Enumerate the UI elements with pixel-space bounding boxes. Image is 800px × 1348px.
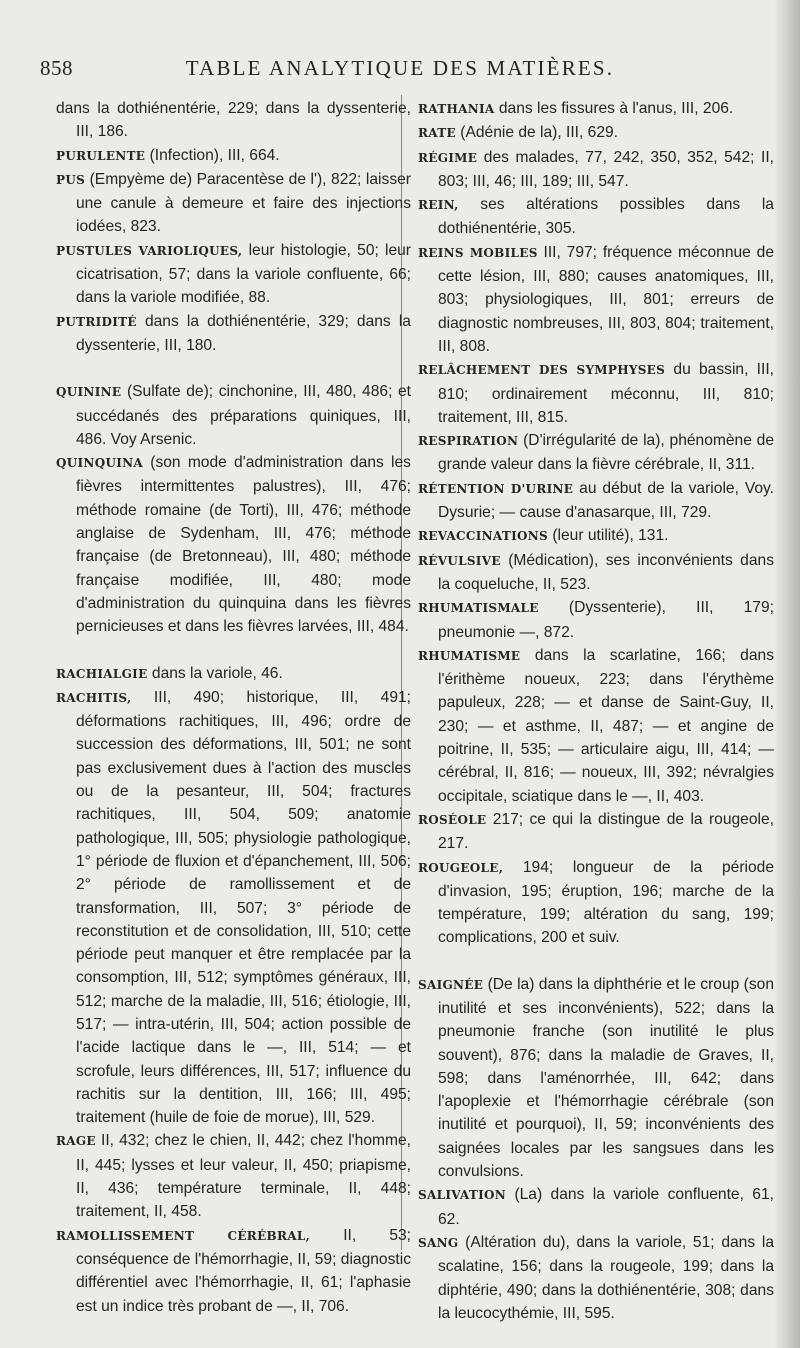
- index-headword: RACHITIS,: [56, 690, 132, 705]
- index-headword: ROUGEOLE,: [418, 860, 504, 875]
- index-entry: [418, 97, 774, 121]
- index-entry-text: ses altérations possibles dans la dothiénentérie, 305.: [438, 196, 774, 238]
- index-entry-text: (Dyssenterie), III, 179; pneumonie —, 872.: [438, 599, 774, 641]
- index-entry: [418, 524, 774, 548]
- index-entry: [56, 310, 411, 358]
- index-entry: [418, 549, 774, 597]
- index-entry-text: (Adénie de la), III, 629.: [460, 124, 619, 142]
- index-entry-text: (Médication), ses inconvénients dans la coqueluche, II, 523.: [438, 551, 774, 593]
- index-entry: [418, 973, 774, 1184]
- index-headword: QUINQUINA: [56, 456, 144, 471]
- index-entry: [56, 239, 411, 310]
- index-entry-text: (Empyème de) Paracentèse de l'), 822; laisser une canule à demeure et faire des injections iodées, 823.: [76, 170, 411, 236]
- index-entry-text: (Altération du), dans la variole, 51; dans la scalatine, 156; dans la rougeole, 199; dans la diphtérie, 490; dans la dothiénentérie, 308; dans la leucocythémie, III, 595.: [438, 1233, 774, 1322]
- index-headword: RÉGIME: [418, 150, 478, 165]
- index-headword: SALIVATION: [418, 1188, 507, 1203]
- index-entry-text: 194; longueur de la période d'invasion, 195; éruption, 196; marche de la température, 199; altération du sang, 199; complications, 200 et suiv.: [438, 858, 774, 947]
- index-entry-text: (D'irrégularité de la), phénomène de grande valeur dans la fièvre cérébrale, II, 311.: [438, 432, 774, 474]
- index-headword: QUININE: [56, 385, 122, 400]
- page-header: [40, 56, 760, 86]
- index-headword: RELÂCHEMENT DES SYMPHYSES: [418, 363, 666, 378]
- index-entry-text: dans la variole, 46.: [151, 664, 283, 682]
- index-headword: RÉVULSIVE: [418, 553, 501, 568]
- index-entry-text: des malades, 77, 242, 350, 352, 542; II, 803; III, 46; III, 189; III, 547.: [438, 148, 774, 190]
- page-edge-shadow: [774, 0, 800, 1348]
- index-entry-text: III, 490; historique, III, 491; déformations rachitiques, III, 496; ordre de succession des déformations, III, 501; ne sont pas exclusivement dues à l'action des muscles ou de la pesanteur, III, 504; fractures rachitiques, III, 504, 509; anatomie pathologique, III, 505; physiologie pathologique, 1° période de fluxion et d'épanchement, III, 506; 2° période de ramollissement et de transformation, III, 507; 3° période de reconstitution et de consolidation, III, 510; cette période peut manquer et être remplacée par la consomption, III, 512; symptômes généraux, III, 512; marche de la maladie, III, 516; étiologie, III, 517; — intra-utérin, III, 504; action possible de l'acide lactique dans le —, III, 514; — et scrofule, leurs différences, III, 517; influence du rachitis sur la dentition, III, 166; III, 495; traitement (huile de foie de morue), III, 529.: [76, 688, 411, 1127]
- index-entry-text: (Infection), III, 664.: [149, 146, 280, 164]
- index-entry: [56, 144, 411, 168]
- index-entry: [418, 193, 774, 241]
- index-headword: RHUMATISME: [418, 648, 521, 663]
- index-entry: [418, 146, 774, 194]
- right-column: [418, 97, 774, 1325]
- index-entry-text: (La) dans la variole confluente, 61, 62.: [438, 1186, 774, 1228]
- index-headword: PUTRIDITÉ: [56, 314, 137, 329]
- index-entry: [56, 380, 411, 451]
- index-headword: REVACCINATIONS: [418, 529, 548, 544]
- index-headword: RAGE: [56, 1134, 96, 1149]
- index-entry: [56, 97, 411, 144]
- index-entry-text: au début de la variole, Voy. Dysurie; — cause d'anasarque, III, 729.: [438, 479, 775, 522]
- left-column: [56, 97, 411, 1318]
- index-entry: [418, 121, 774, 145]
- running-head: TABLE ANALYTIQUE DES MATIÈRES.: [185, 56, 615, 80]
- index-entry-text: dans la dothiénentérie, 329; dans la dyssenterie, III, 180.: [76, 312, 411, 354]
- index-entry: [418, 856, 774, 950]
- index-entry-text: dans la dothiénentérie, 229; dans la dyssenterie, III, 186.: [56, 100, 411, 141]
- index-headword: RÉTENTION D'URINE: [418, 481, 574, 496]
- index-entry: [56, 1129, 411, 1223]
- index-entry-text: (leur utilité), 131.: [552, 527, 669, 545]
- index-entry: [418, 241, 774, 358]
- index-entry: [418, 1231, 774, 1325]
- index-headword: RAMOLLISSEMENT CÉRÉBRAL,: [56, 1228, 311, 1243]
- index-entry: [418, 429, 774, 477]
- index-entry-text: (son mode d'administration dans les fièvres intermittentes palustres), III, 476; méthode romaine (de Torti), III, 476; méthode anglaise de Sydenham, III, 476; méthode française (de Bretonneau), III, 480; méthode française modifiée, III, 480; mode d'administration du quinquina dans les fièvres pernicieuses et dans les fièvres larvées, III, 484.: [76, 454, 411, 636]
- index-headword: PURULENTE: [56, 148, 146, 163]
- index-entry: [418, 808, 774, 856]
- index-entry-text: (De la) dans la diphthérie et le croup (son inutilité et ses inconvénients), 522; dans la pneumonie franche (son inutilité le plus souvent), 876; dans la maladie de Graves, II, 598; dans l'aménorrhée, III, 642; dans l'apoplexie et l'hémorrhagie cérébrale (son inutilité et pourquoi), II, 59; inconvénients des saignées locales par les sangsues dans les convulsions.: [438, 975, 774, 1181]
- index-entry-text: leur histologie, 50; leur cicatrisation, 57; dans la variole confluente, 66; dans la variole modifiée, 88.: [76, 241, 411, 307]
- index-entry: [418, 596, 774, 644]
- index-headword: SANG: [418, 1235, 459, 1250]
- index-headword: RESPIRATION: [418, 434, 519, 449]
- index-entry-text: (Sulfate de); cinchonine, III, 480, 486; et succédanés des préparations quiniques, III, 486. Voy Arsenic.: [76, 383, 411, 448]
- index-headword: PUSTULES VARIOLIQUES,: [56, 243, 243, 258]
- index-entry-text: II, 432; chez le chien, II, 442; chez l'homme, II, 445; lysses et leur valeur, II, 450; priapisme, II, 436; température terminale, II, 448; traitement, II, 458.: [76, 1132, 411, 1221]
- index-headword: RATE: [418, 126, 456, 141]
- index-entry: [418, 477, 774, 525]
- index-headword: RACHIALGIE: [56, 666, 148, 681]
- index-entry: [56, 451, 411, 638]
- index-headword: ROSÉOLE: [418, 812, 487, 827]
- page-number: 858: [40, 56, 73, 80]
- index-entry-text: III, 797; fréquence méconnue de cette lésion, III, 880; causes anatomiques, III, 803; physiologiques, III, 801; erreurs de diagnostic nombreuses, III, 803, 804; traitement, III, 808.: [438, 243, 774, 355]
- index-headword: SAIGNÉE: [418, 977, 484, 992]
- index-entry: [56, 686, 411, 1130]
- index-entry: [56, 662, 411, 686]
- index-entry: [418, 644, 774, 808]
- index-entry-text: dans la scarlatine, 166; dans l'érithème noueux, 223; dans l'érythème papuleux, 228; — et danse de Saint-Guy, II, 230; — et asthme, II, 487; — et angine de poitrine, II, 535; — articulaire aigu, III, 414; — cérébral, II, 816; — noueux, III, 392; névralgies occipitale, sciatique dans le —, II, 403.: [438, 646, 774, 805]
- index-entry: [418, 358, 774, 429]
- index-entry: [56, 168, 411, 239]
- index-headword: RHUMATISMALE: [418, 601, 539, 616]
- index-entry-text: du bassin, III, 810; ordinairement méconnu, III, 810; traitement, III, 815.: [438, 361, 775, 426]
- index-entry-text: II, 53; conséquence de l'hémorrhagie, II, 59; diagnostic différentiel avec l'hémorrhagie, II, 61; l'aphasie est un indice très probant de —, II, 706.: [76, 1226, 411, 1315]
- index-headword: PUS: [56, 172, 86, 187]
- index-entry-text: 217; ce qui la distingue de la rougeole, 217.: [438, 810, 774, 853]
- index-headword: RATHANIA: [418, 102, 495, 116]
- index-entry: [56, 1224, 411, 1318]
- index-entry: [418, 1183, 774, 1231]
- index-entry-text: dans les fissures à l'anus, III, 206.: [498, 100, 734, 117]
- index-headword: REINS MOBILES: [418, 245, 538, 260]
- index-headword: REIN,: [418, 198, 459, 213]
